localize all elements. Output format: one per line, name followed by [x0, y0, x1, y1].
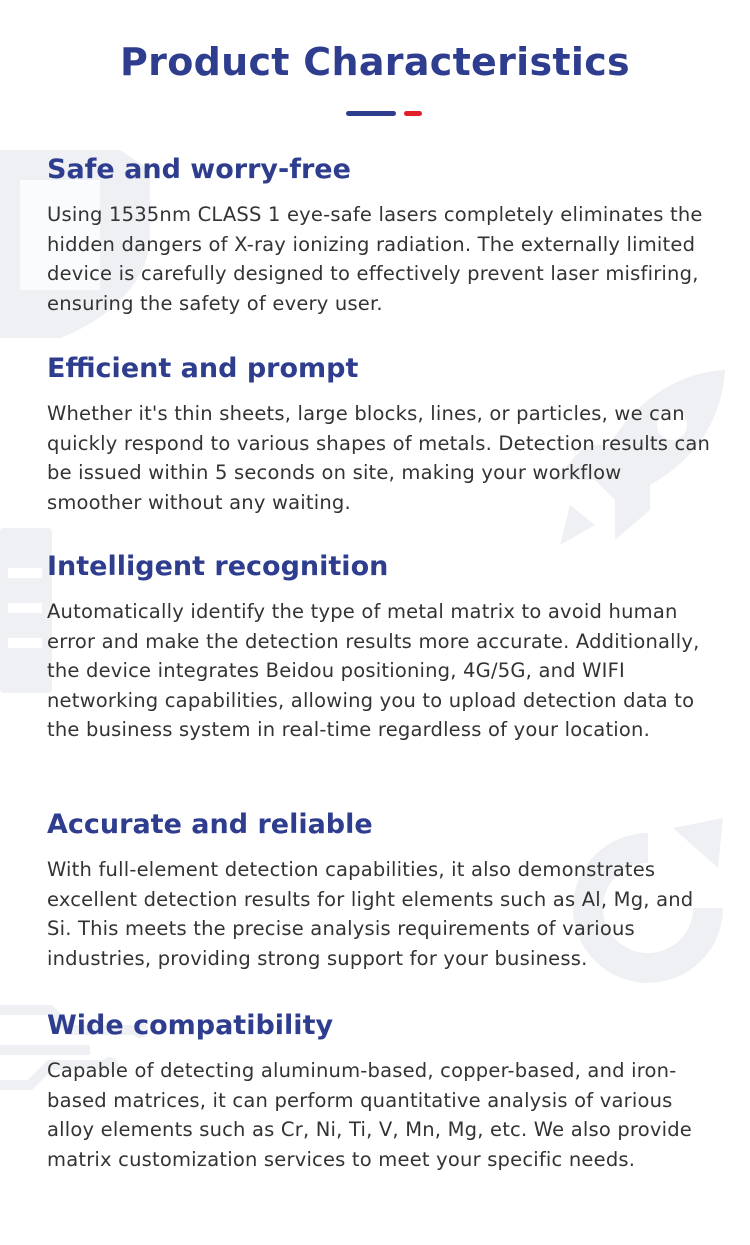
- section-body: Capable of detecting aluminum-based, copper-based, and iron-based matrices, it can perform quantitative analysis of various alloy elements such as Cr, Ni, Ti, V, Mn, Mg, etc. We also provide matrix customization services to meet your specific needs.: [47, 1059, 692, 1171]
- section-accurate: [47, 807, 717, 973]
- title-divider: [346, 111, 422, 116]
- section-body: Using 1535nm CLASS 1 eye-safe lasers completely eliminates the hidden dangers of X-ray ionizing radiation. The externally limited device is carefully designed to effectively prevent laser misfiring, ensuring the safety of every user.: [47, 203, 703, 315]
- section-heading: Efficient and prompt: [47, 353, 359, 384]
- page-title: Product Characteristics: [120, 40, 630, 84]
- section-heading: Safe and worry-free: [47, 154, 351, 185]
- section-efficient: [47, 351, 717, 517]
- section-body: With full-element detection capabilities, it also demonstrates excellent detection results for light elements such as Al, Mg, and Si. This meets the precise analysis requirements of various industries, providing strong support for your business.: [47, 858, 694, 970]
- section-body: Automatically identify the type of metal matrix to avoid human error and make the detection results more accurate. Additionally, the device integrates Beidou positioning, 4G/5G, and WIFI networking capabilities, allowing you to upload detection data to the business system in real-time regardless of your location.: [47, 600, 700, 742]
- section-body: Whether it's thin sheets, large blocks, lines, or particles, we can quickly respond to various shapes of metals. Detection results can be issued within 5 seconds on site, making your workflow smoother without any waiting.: [47, 402, 711, 514]
- divider-bar-blue: [346, 111, 396, 116]
- section-heading: Accurate and reliable: [47, 809, 373, 840]
- section-intelligent: [47, 549, 717, 745]
- section-heading: Wide compatibility: [47, 1010, 334, 1041]
- section-heading: Intelligent recognition: [47, 551, 389, 582]
- section-compatibility: [47, 1008, 717, 1174]
- section-safe: [47, 152, 717, 318]
- divider-bar-red: [404, 111, 422, 116]
